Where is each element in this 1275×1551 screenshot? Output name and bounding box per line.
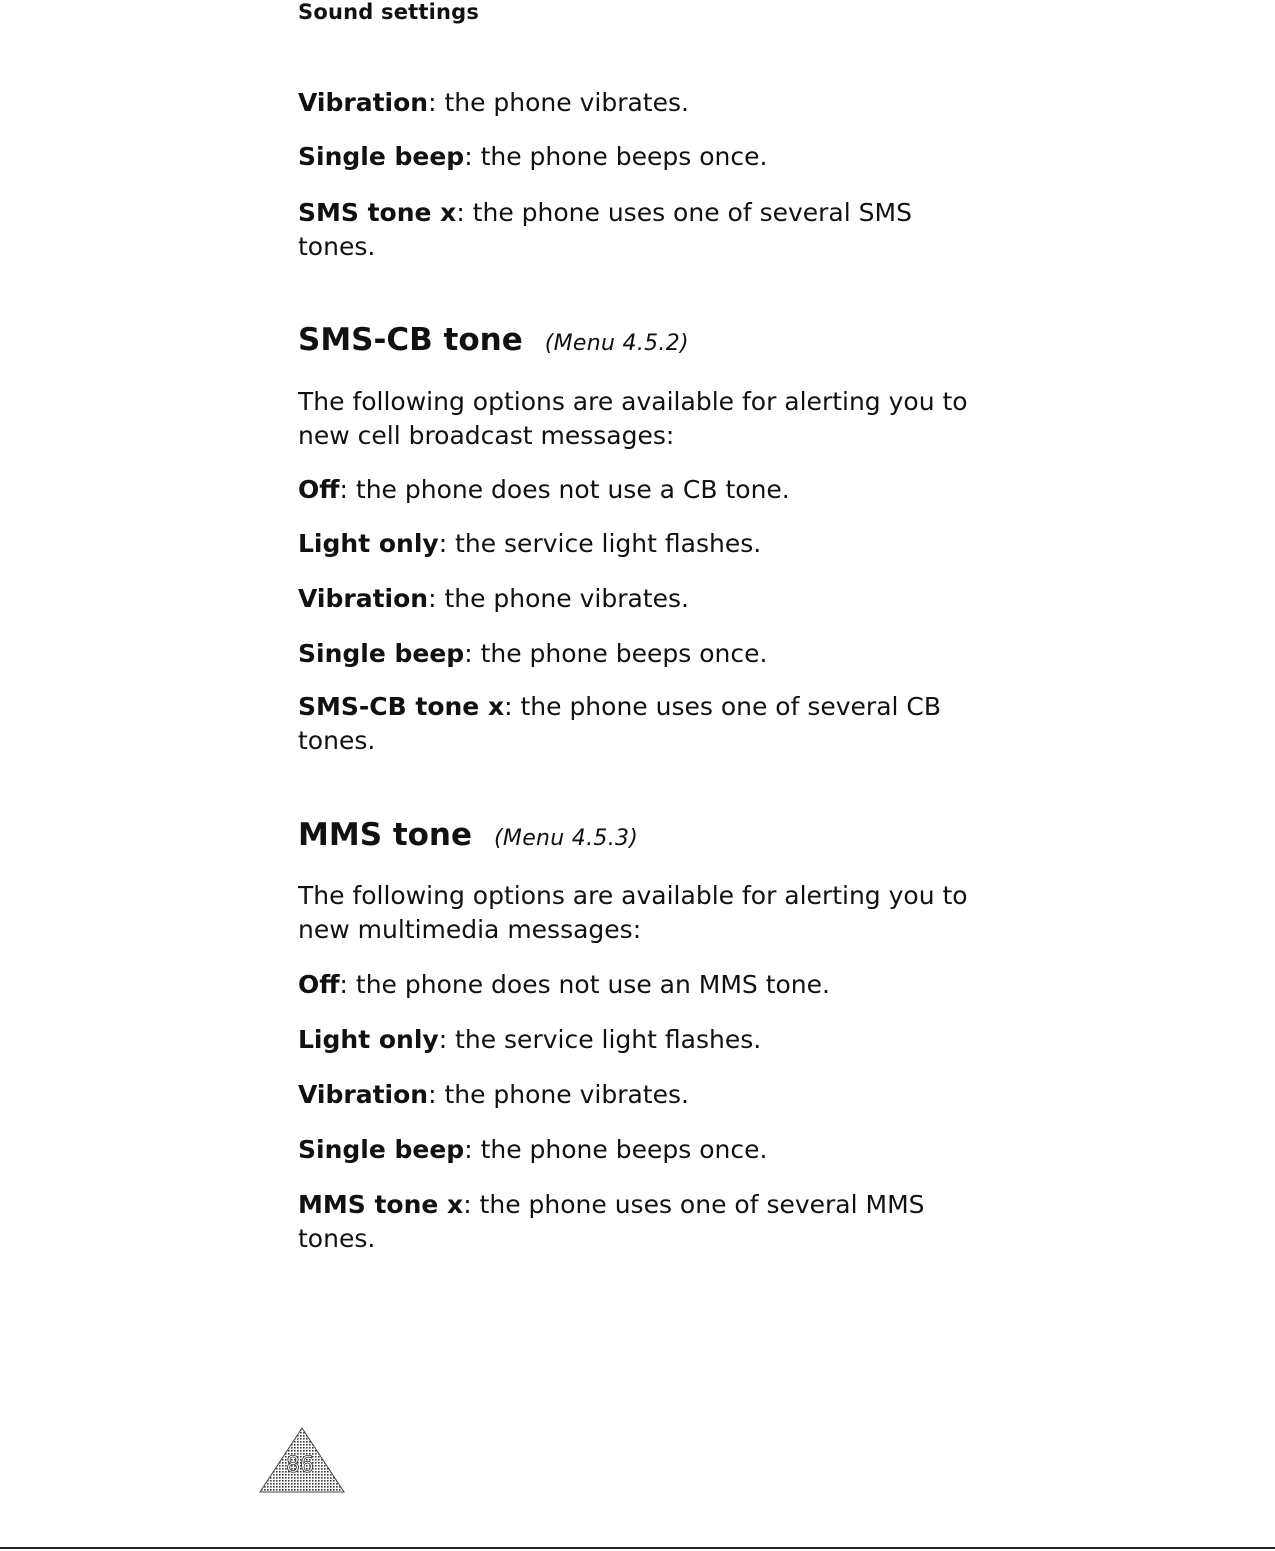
option-term: Light only xyxy=(298,1025,439,1054)
option-description: : the phone beeps once. xyxy=(464,142,768,171)
option-description: : the phone beeps once. xyxy=(464,639,768,668)
option-term: Vibration xyxy=(298,584,429,613)
list-item xyxy=(298,1078,988,1112)
list-item xyxy=(298,140,988,174)
section-title: MMS tone xyxy=(298,817,473,853)
section-title: SMS-CB tone xyxy=(298,322,523,358)
page-number: 86 xyxy=(286,1453,314,1478)
option-description: : the phone vibrates. xyxy=(428,584,689,613)
section-intro: The following options are available for alerting you to new cell broadcast messages: xyxy=(298,387,968,450)
option-term: Off xyxy=(298,970,340,999)
option-description: : the service light flashes. xyxy=(438,529,762,558)
option-description: : the phone uses one of several MMS tones. xyxy=(298,1190,925,1253)
option-term: Single beep xyxy=(298,639,465,668)
option-term: MMS tone x xyxy=(298,1190,464,1219)
option-term: SMS tone x xyxy=(298,198,457,227)
option-term: Single beep xyxy=(298,142,465,171)
list-item xyxy=(298,690,988,758)
menu-reference: (Menu 4.5.3) xyxy=(494,826,639,851)
option-term: Light only xyxy=(298,529,439,558)
triangle-icon xyxy=(258,1426,346,1494)
list-item xyxy=(298,968,988,1002)
option-description: : the phone beeps once. xyxy=(464,1135,768,1164)
list-item xyxy=(298,86,988,120)
list-item xyxy=(298,1023,988,1057)
list-item xyxy=(298,527,988,561)
menu-reference: (Menu 4.5.2) xyxy=(544,331,689,356)
option-description: : the phone does not use an MMS tone. xyxy=(339,970,830,999)
list-item xyxy=(298,196,958,264)
running-header: Sound settings xyxy=(298,0,480,24)
option-description: : the phone vibrates. xyxy=(428,1080,689,1109)
option-term: Vibration xyxy=(298,88,429,117)
option-term: SMS-CB tone x xyxy=(298,692,505,721)
option-description: : the phone uses one of several CB tones. xyxy=(298,692,942,755)
option-term: Vibration xyxy=(298,1080,429,1109)
bottom-divider xyxy=(0,1547,1275,1549)
option-term: Off xyxy=(298,475,340,504)
list-item xyxy=(298,1188,968,1256)
option-description: : the service light flashes. xyxy=(438,1025,762,1054)
option-description: : the phone uses one of several SMS tones. xyxy=(298,198,912,261)
section-intro: The following options are available for alerting you to new multimedia messages: xyxy=(298,881,968,944)
list-item xyxy=(298,473,988,507)
page-number-badge xyxy=(258,1426,346,1494)
list-item xyxy=(298,1133,988,1167)
section-heading-smscb xyxy=(298,320,689,364)
list-item xyxy=(298,582,988,616)
option-description: : the phone does not use a CB tone. xyxy=(339,475,790,504)
list-item xyxy=(298,637,988,671)
option-description: : the phone vibrates. xyxy=(428,88,689,117)
option-term: Single beep xyxy=(298,1135,465,1164)
section-heading-mms xyxy=(298,815,638,859)
